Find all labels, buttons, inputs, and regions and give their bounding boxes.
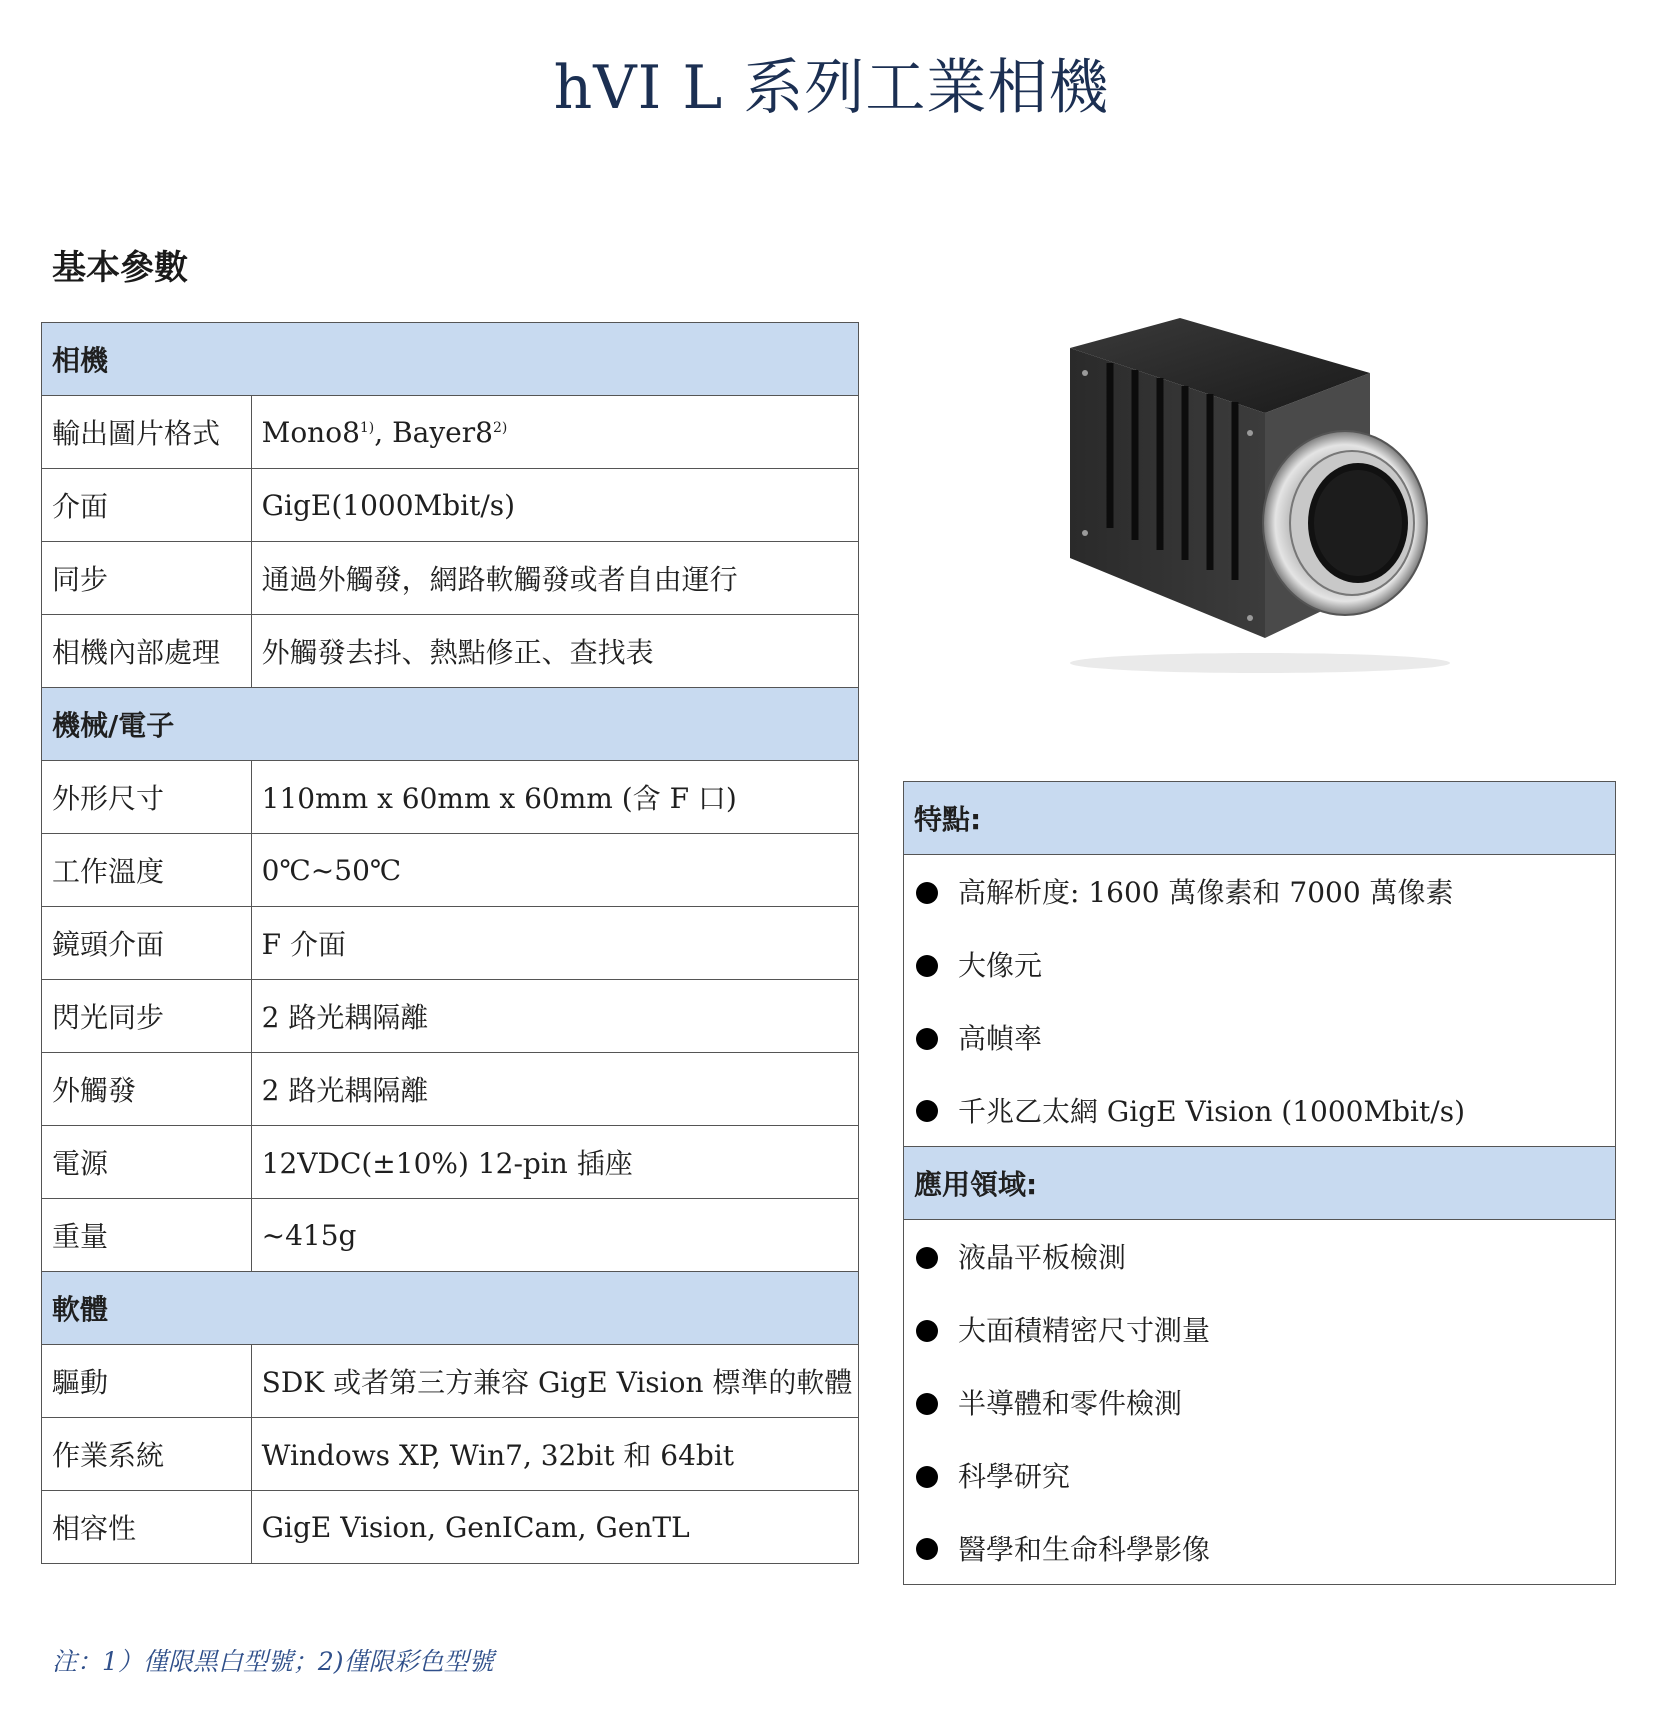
row-value: F 介面 bbox=[251, 907, 858, 980]
application-text: 半導體和零件檢測 bbox=[958, 1387, 1183, 1420]
application-text: 科學研究 bbox=[958, 1460, 1071, 1493]
row-value: 2 路光耦隔離 bbox=[251, 980, 858, 1053]
row-value: 外觸發去抖、熱點修正、查找表 bbox=[251, 615, 858, 688]
group-header-row bbox=[42, 1272, 859, 1345]
row-key: 工作溫度 bbox=[42, 834, 252, 907]
table-row bbox=[42, 1199, 859, 1272]
table-row bbox=[42, 542, 859, 615]
bullet-icon bbox=[916, 882, 938, 904]
row-key: 相機內部處理 bbox=[42, 615, 252, 688]
features-header: 特點: bbox=[904, 782, 1616, 855]
page-title: hVI L 系列工業相機 bbox=[553, 53, 1110, 123]
row-key: 重量 bbox=[42, 1199, 252, 1272]
row-value: SDK 或者第三方兼容 GigE Vision 標準的軟體 bbox=[251, 1345, 858, 1418]
row-value: 0℃~50℃ bbox=[251, 834, 858, 907]
list-item bbox=[904, 1439, 1616, 1512]
list-item bbox=[904, 855, 1616, 928]
table-row bbox=[42, 980, 859, 1053]
bullet-icon bbox=[916, 1538, 938, 1560]
footnote-marker: 1) bbox=[359, 419, 375, 436]
row-key: 鏡頭介面 bbox=[42, 907, 252, 980]
bullet-icon bbox=[916, 1028, 938, 1050]
row-value: GigE(1000Mbit/s) bbox=[251, 469, 858, 542]
application-text: 醫學和生命科學影像 bbox=[958, 1532, 1211, 1566]
row-value bbox=[251, 396, 858, 469]
table-row bbox=[42, 761, 859, 834]
application-text: 大面積精密尺寸測量 bbox=[958, 1314, 1211, 1347]
row-key: 驅動 bbox=[42, 1345, 252, 1418]
features-header-row bbox=[904, 782, 1616, 855]
bullet-icon bbox=[916, 955, 938, 977]
bullet-icon bbox=[916, 1466, 938, 1488]
row-value: 110mm x 60mm x 60mm (含 F 口) bbox=[251, 761, 858, 834]
feature-text: 高幀率 bbox=[958, 1022, 1043, 1055]
row-key: 同步 bbox=[42, 542, 252, 615]
spec-table bbox=[41, 322, 859, 1564]
bullet-icon bbox=[916, 1247, 938, 1269]
feature-text: 大像元 bbox=[958, 949, 1043, 982]
row-value-part: Mono8 bbox=[261, 415, 360, 449]
row-key: 外觸發 bbox=[42, 1053, 252, 1126]
list-item bbox=[904, 1074, 1616, 1147]
section-heading: 基本參數 bbox=[52, 248, 188, 288]
table-row bbox=[42, 1418, 859, 1491]
row-key: 介面 bbox=[42, 469, 252, 542]
footnote-marker: 2) bbox=[492, 419, 508, 436]
row-value: Windows XP, Win7, 32bit 和 64bit bbox=[251, 1418, 858, 1491]
row-value: GigE Vision, GenICam, GenTL bbox=[251, 1491, 858, 1564]
applications-header: 應用領域: bbox=[904, 1147, 1616, 1220]
camera-product-image bbox=[1040, 318, 1480, 678]
list-item bbox=[904, 1001, 1616, 1074]
list-item bbox=[904, 1512, 1616, 1585]
feature-text: 高解析度: 1600 萬像素和 7000 萬像素 bbox=[958, 876, 1454, 910]
table-row bbox=[42, 834, 859, 907]
application-text: 液晶平板檢測 bbox=[958, 1241, 1127, 1275]
table-row bbox=[42, 396, 859, 469]
row-value: 2 路光耦隔離 bbox=[251, 1053, 858, 1126]
row-value: 12VDC(±10%) 12-pin 插座 bbox=[251, 1126, 858, 1199]
row-key: 輸出圖片格式 bbox=[42, 396, 252, 469]
bullet-icon bbox=[916, 1393, 938, 1415]
feature-text: 千兆乙太網 GigE Vision (1000Mbit/s) bbox=[958, 1094, 1465, 1128]
table-row bbox=[42, 1126, 859, 1199]
row-key: 作業系統 bbox=[42, 1418, 252, 1491]
list-item bbox=[904, 928, 1616, 1001]
bullet-icon bbox=[916, 1320, 938, 1342]
list-item bbox=[904, 1366, 1616, 1439]
table-row bbox=[42, 1053, 859, 1126]
row-value: 通過外觸發，網路軟觸發或者自由運行 bbox=[251, 542, 858, 615]
row-key: 電源 bbox=[42, 1126, 252, 1199]
row-key: 相容性 bbox=[42, 1491, 252, 1564]
footnote: 注：1）僅限黑白型號；2)僅限彩色型號 bbox=[52, 1647, 494, 1676]
group-header-row bbox=[42, 688, 859, 761]
list-item bbox=[904, 1220, 1616, 1293]
group-header-camera: 相機 bbox=[42, 323, 859, 396]
list-item bbox=[904, 1293, 1616, 1366]
row-value-part: , Bayer8 bbox=[374, 415, 493, 449]
table-row bbox=[42, 1345, 859, 1418]
group-header-row bbox=[42, 323, 859, 396]
table-row bbox=[42, 615, 859, 688]
row-value: ~415g bbox=[251, 1199, 858, 1272]
table-row bbox=[42, 907, 859, 980]
applications-header-row bbox=[904, 1147, 1616, 1220]
row-key: 外形尺寸 bbox=[42, 761, 252, 834]
table-row bbox=[42, 1491, 859, 1564]
table-row bbox=[42, 469, 859, 542]
group-header-mechanical: 機械/電子 bbox=[42, 688, 859, 761]
features-table bbox=[903, 781, 1616, 1585]
bullet-icon bbox=[916, 1100, 938, 1122]
group-header-software: 軟體 bbox=[42, 1272, 859, 1345]
row-key: 閃光同步 bbox=[42, 980, 252, 1053]
